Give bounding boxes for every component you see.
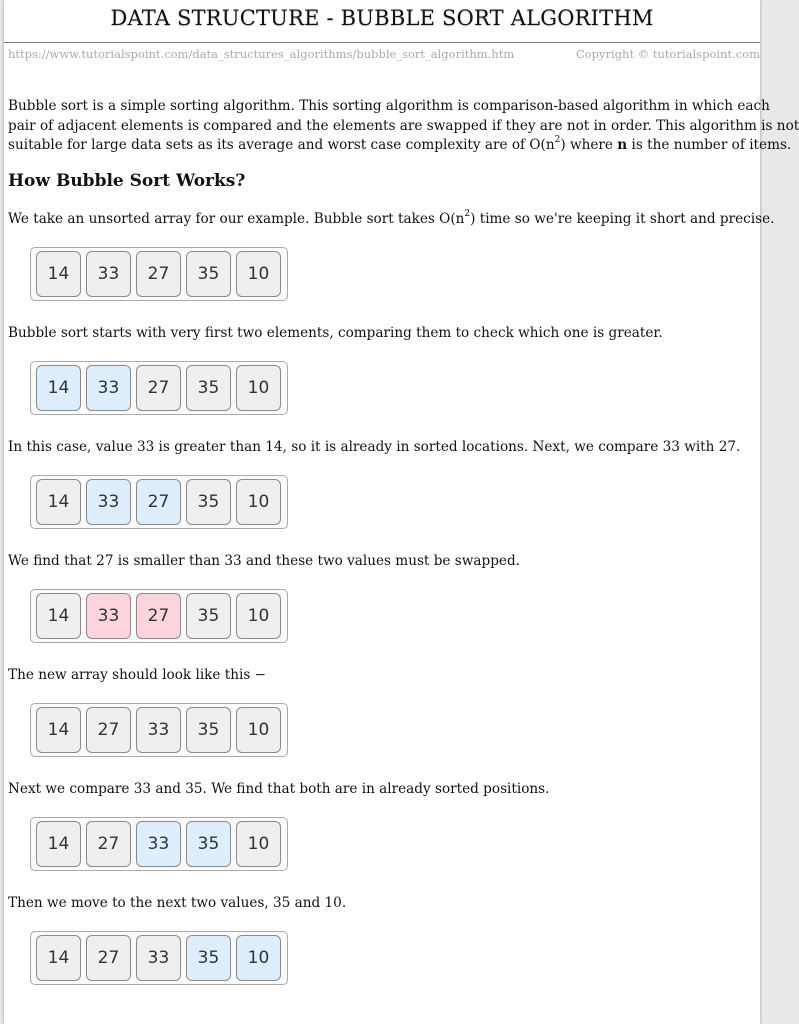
intro-line-3 [8, 136, 799, 156]
array-cell: 14 [36, 479, 81, 525]
array-cell: 27 [136, 479, 181, 525]
array-diagram-6 [30, 817, 288, 871]
array-cell: 33 [86, 251, 131, 297]
step-text-1 [8, 210, 774, 230]
array-cell: 33 [136, 707, 181, 753]
array-cell: 35 [186, 479, 231, 525]
array-cell: 10 [236, 821, 281, 867]
array-cell: 10 [236, 365, 281, 411]
step-text-part: ) time so we're keeping it short and precise. [470, 211, 775, 227]
array-diagram-7 [30, 931, 288, 985]
array-cell: 14 [36, 251, 81, 297]
step-text-part: We take an unsorted array for our example. Bubble sort takes O(n [8, 211, 465, 227]
document-page [4, 0, 799, 1024]
array-cell: 14 [36, 935, 81, 981]
array-diagram-4 [30, 589, 288, 643]
array-cell: 14 [36, 707, 81, 753]
array-cell: 27 [136, 593, 181, 639]
array-diagram-3 [30, 475, 288, 529]
intro-line-2: pair of adjacent elements is compared and the elements are swapped if they are not in order. This algorithm is not [8, 117, 799, 134]
array-cell: 27 [86, 821, 131, 867]
array-cell: 10 [236, 479, 281, 525]
step-text-4: We find that 27 is smaller than 33 and these two values must be swapped. [8, 553, 520, 569]
copyright-notice: Copyright © tutorialspoint.com [575, 47, 760, 61]
array-cell: 35 [186, 365, 231, 411]
step-text-5: The new array should look like this − [8, 667, 267, 683]
array-cell: 35 [186, 251, 231, 297]
array-cell: 10 [236, 707, 281, 753]
array-cell: 35 [186, 593, 231, 639]
array-cell: 10 [236, 935, 281, 981]
array-cell: 33 [136, 935, 181, 981]
step-text-6: Next we compare 33 and 35. We find that both are in already sorted positions. [8, 781, 550, 797]
array-cell: 14 [36, 365, 81, 411]
array-diagram-5 [30, 703, 288, 757]
page-url: https://www.tutorialspoint.com/data_structures_algorithms/bubble_sort_algorithm.htm [8, 47, 515, 61]
array-cell: 27 [136, 251, 181, 297]
array-cell: 35 [186, 935, 231, 981]
array-cell: 10 [236, 593, 281, 639]
intro-line-1: Bubble sort is a simple sorting algorithm. This sorting algorithm is comparison-based algorithm in which each [8, 98, 770, 114]
title-divider [4, 42, 760, 43]
step-text-superscript: 2 [464, 209, 471, 220]
page-title: DATA STRUCTURE - BUBBLE SORT ALGORITHM [110, 6, 654, 30]
array-cell: 27 [136, 365, 181, 411]
array-cell: 27 [86, 707, 131, 753]
array-diagram-2 [30, 361, 288, 415]
step-text-7: Then we move to the next two values, 35 and 10. [8, 895, 347, 911]
array-cell: 35 [186, 707, 231, 753]
intro-line-3-c: is the number of items. [627, 137, 792, 153]
intro-paragraph [8, 97, 799, 156]
array-cell: 14 [36, 593, 81, 639]
array-diagram-1 [30, 247, 288, 301]
section-heading: How Bubble Sort Works? [8, 171, 246, 191]
intro-line-3-b: ) where [560, 137, 618, 153]
array-cell: 14 [36, 821, 81, 867]
intro-superscript: 2 [554, 135, 561, 146]
array-cell: 35 [186, 821, 231, 867]
array-cell: 33 [86, 593, 131, 639]
step-text-3: In this case, value 33 is greater than 14, so it is already in sorted locations. Next, we compare 33 with 27. [8, 439, 741, 455]
step-text-2: Bubble sort starts with very first two elements, comparing them to check which one is greater. [8, 325, 663, 341]
intro-line-3-a: suitable for large data sets as its average and worst case complexity are of O(n [8, 137, 555, 153]
array-cell: 27 [86, 935, 131, 981]
array-cell: 33 [86, 365, 131, 411]
array-cell: 33 [136, 821, 181, 867]
array-cell: 33 [86, 479, 131, 525]
array-cell: 10 [236, 251, 281, 297]
intro-bold-n: n [617, 137, 628, 153]
